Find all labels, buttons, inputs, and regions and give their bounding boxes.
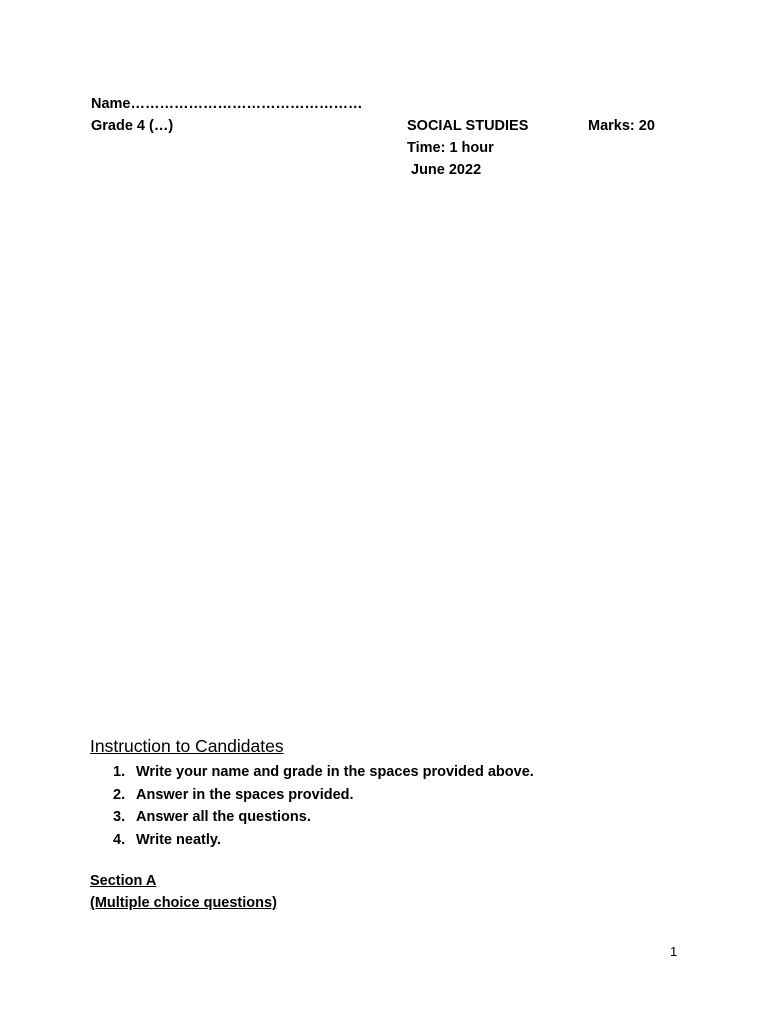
- instruction-text: Answer in the spaces provided.: [136, 786, 354, 803]
- exam-date: June 2022: [411, 162, 482, 178]
- page-number: 1: [670, 944, 678, 959]
- total-marks: Marks: 20: [588, 118, 655, 134]
- instruction-text: Answer all the questions.: [136, 809, 311, 825]
- subject-title: SOCIAL STUDIES: [407, 118, 529, 134]
- instruction-number: 4.: [113, 831, 126, 848]
- instruction-number: 1.: [113, 764, 126, 780]
- instruction-number: 2.: [113, 786, 126, 803]
- instruction-text: Write your name and grade in the spaces provided above.: [136, 764, 534, 780]
- instruction-item: [113, 762, 534, 785]
- section-subtitle: (Multiple choice questions): [90, 895, 277, 911]
- instructions-heading: Instruction to Candidates: [90, 736, 284, 756]
- instruction-item: [113, 830, 534, 853]
- instruction-item: [113, 807, 534, 830]
- grade-field-label: Grade 4 (…): [91, 118, 174, 134]
- instruction-item: [113, 785, 534, 808]
- name-field-label: Name…………………………………………: [91, 96, 363, 112]
- section-title: Section A: [90, 873, 157, 889]
- instructions-list: [113, 762, 534, 852]
- instruction-text: Write neatly.: [136, 831, 221, 848]
- exam-duration: Time: 1 hour: [407, 140, 494, 156]
- instruction-number: 3.: [113, 809, 126, 825]
